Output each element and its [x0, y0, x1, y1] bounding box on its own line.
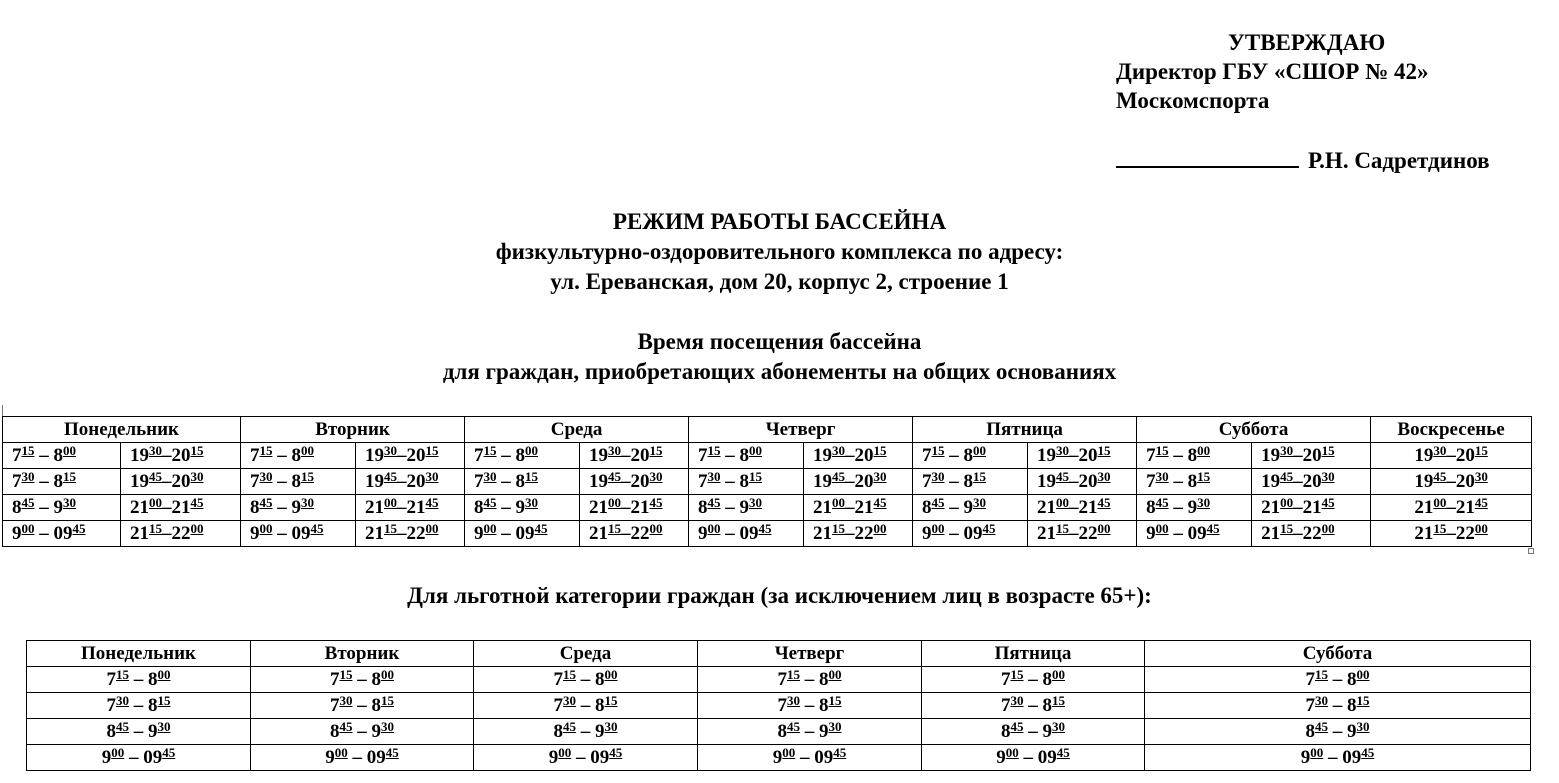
signature-row — [1116, 146, 1536, 175]
time-slot: $19^{30}-20^{15}$ — [356, 443, 465, 469]
time-slot: $7^{30} - 8^{15}$ — [1137, 469, 1252, 495]
table-header-row — [3, 417, 1532, 443]
time-slot: $8^{45} - 9^{30}$ — [698, 719, 922, 745]
time-slot: $9^{00} - 09^{45}$ — [474, 745, 698, 771]
time-slot: $7^{30} - 8^{15}$ — [465, 469, 580, 495]
table-resize-handle — [1528, 548, 1534, 554]
time-slot: $21^{15}-22^{00}$ — [356, 521, 465, 547]
general-schedule-table — [2, 416, 1532, 547]
time-slot: $8^{45} - 9^{30}$ — [3, 495, 121, 521]
preferential-schedule-table — [26, 640, 1531, 771]
section1-subtitle: для граждан, приобретающих абонементы на общих основаниях — [442, 359, 1117, 384]
time-slot: $8^{45} - 9^{30}$ — [689, 495, 804, 521]
time-slot: $7^{15} - 8^{00}$ — [698, 667, 922, 693]
time-slot: $7^{30} - 8^{15}$ — [689, 469, 804, 495]
time-slot: $19^{45}-20^{30}$ — [356, 469, 465, 495]
table-row — [27, 693, 1531, 719]
day-header: Суббота — [1145, 641, 1531, 667]
time-slot: $21^{15}-22^{00}$ — [1371, 521, 1532, 547]
time-slot: $21^{15}-22^{00}$ — [580, 521, 689, 547]
time-slot: $8^{45} - 9^{30}$ — [251, 719, 474, 745]
time-slot: $19^{45}-20^{30}$ — [1371, 469, 1532, 495]
day-header: Среда — [465, 417, 689, 443]
approval-position: Директор ГБУ «СШОР № 42» — [1116, 59, 1429, 84]
time-slot: $7^{15} - 8^{00}$ — [913, 443, 1028, 469]
table-row — [3, 521, 1532, 547]
time-slot: $9^{00} - 09^{45}$ — [1145, 745, 1531, 771]
document-subtitle: физкультурно-оздоровительного комплекса по адресу: — [495, 239, 1064, 264]
signer-name: Р.Н. Садретдинов — [1308, 148, 1490, 173]
time-slot: $7^{15} - 8^{00}$ — [474, 667, 698, 693]
table-row — [3, 469, 1532, 495]
day-header: Четверг — [698, 641, 922, 667]
time-slot: $8^{45} - 9^{30}$ — [474, 719, 698, 745]
section1-heading — [0, 327, 1559, 387]
day-header: Понедельник — [3, 417, 241, 443]
day-header: Четверг — [689, 417, 913, 443]
day-header: Суббота — [1137, 417, 1371, 443]
day-header: Среда — [474, 641, 698, 667]
time-slot: $19^{45}-20^{30}$ — [804, 469, 913, 495]
time-slot: $19^{30}-20^{15}$ — [804, 443, 913, 469]
table-marker — [2, 405, 3, 416]
time-slot: $21^{00}-21^{45}$ — [1028, 495, 1137, 521]
time-slot: $19^{30}-20^{15}$ — [1371, 443, 1532, 469]
time-slot: $8^{45} - 9^{30}$ — [1145, 719, 1531, 745]
day-header: Вторник — [251, 641, 474, 667]
table-row — [27, 745, 1531, 771]
time-slot: $9^{00} - 09^{45}$ — [922, 745, 1145, 771]
day-header: Воскресенье — [1371, 417, 1532, 443]
time-slot: $7^{15} - 8^{00}$ — [3, 443, 121, 469]
document-address: ул. Ереванская, дом 20, корпус 2, строение 1 — [550, 269, 1009, 294]
time-slot: $21^{00}-21^{45}$ — [804, 495, 913, 521]
time-slot: $21^{00}-21^{45}$ — [580, 495, 689, 521]
time-slot: $19^{30}-20^{15}$ — [1028, 443, 1137, 469]
time-slot: $9^{00} - 09^{45}$ — [241, 521, 356, 547]
section2-title: Для льготной категории граждан (за исключением лиц в возрасте 65+): — [407, 583, 1152, 608]
approval-stamp: УТВЕРЖДАЮ — [1228, 30, 1386, 55]
day-header: Пятница — [913, 417, 1137, 443]
day-header: Вторник — [241, 417, 465, 443]
time-slot: $9^{00} - 09^{45}$ — [465, 521, 580, 547]
table-row — [3, 443, 1532, 469]
time-slot: $19^{45}-20^{30}$ — [580, 469, 689, 495]
time-slot: $9^{00} - 09^{45}$ — [1137, 521, 1252, 547]
time-slot: $7^{15} - 8^{00}$ — [1145, 667, 1531, 693]
day-header: Понедельник — [27, 641, 251, 667]
time-slot: $7^{30} - 8^{15}$ — [3, 469, 121, 495]
time-slot: $7^{15} - 8^{00}$ — [689, 443, 804, 469]
time-slot: $19^{30}-20^{15}$ — [1252, 443, 1371, 469]
table-row — [27, 667, 1531, 693]
table-row — [3, 495, 1532, 521]
time-slot: $8^{45} - 9^{30}$ — [27, 719, 251, 745]
time-slot: $9^{00} - 09^{45}$ — [689, 521, 804, 547]
time-slot: $9^{00} - 09^{45}$ — [27, 745, 251, 771]
time-slot: $19^{45}-20^{30}$ — [1028, 469, 1137, 495]
time-slot: $7^{30} - 8^{15}$ — [241, 469, 356, 495]
time-slot: $19^{45}-20^{30}$ — [121, 469, 241, 495]
approval-block — [1116, 28, 1536, 175]
time-slot: $21^{00}-21^{45}$ — [1252, 495, 1371, 521]
time-slot: $21^{00}-21^{45}$ — [121, 495, 241, 521]
time-slot: $7^{15} - 8^{00}$ — [241, 443, 356, 469]
time-slot: $21^{00}-21^{45}$ — [1371, 495, 1532, 521]
time-slot: $8^{45} - 9^{30}$ — [922, 719, 1145, 745]
approval-organization: Москомспорта — [1116, 88, 1270, 113]
time-slot: $7^{30} - 8^{15}$ — [1145, 693, 1531, 719]
time-slot: $9^{00} - 09^{45}$ — [913, 521, 1028, 547]
time-slot: $7^{15} - 8^{00}$ — [465, 443, 580, 469]
time-slot: $8^{45} - 9^{30}$ — [1137, 495, 1252, 521]
time-slot: $7^{15} - 8^{00}$ — [251, 667, 474, 693]
time-slot: $21^{15}-22^{00}$ — [1028, 521, 1137, 547]
time-slot: $7^{30} - 8^{15}$ — [251, 693, 474, 719]
time-slot: $7^{15} - 8^{00}$ — [1137, 443, 1252, 469]
time-slot: $9^{00} - 09^{45}$ — [698, 745, 922, 771]
time-slot: $8^{45} - 9^{30}$ — [913, 495, 1028, 521]
time-slot: $21^{15}-22^{00}$ — [804, 521, 913, 547]
table-header-row — [27, 641, 1531, 667]
signature-line — [1116, 146, 1299, 168]
time-slot: $8^{45} - 9^{30}$ — [241, 495, 356, 521]
document-heading — [0, 207, 1559, 297]
time-slot: $9^{00} - 09^{45}$ — [3, 521, 121, 547]
day-header: Пятница — [922, 641, 1145, 667]
time-slot: $7^{30} - 8^{15}$ — [27, 693, 251, 719]
time-slot: $19^{45}-20^{30}$ — [1252, 469, 1371, 495]
time-slot: $7^{30} - 8^{15}$ — [922, 693, 1145, 719]
time-slot: $7^{15} - 8^{00}$ — [922, 667, 1145, 693]
table-row — [27, 719, 1531, 745]
time-slot: $21^{15}-22^{00}$ — [1252, 521, 1371, 547]
time-slot: $7^{30} - 8^{15}$ — [698, 693, 922, 719]
time-slot: $19^{30}-20^{15}$ — [580, 443, 689, 469]
time-slot: $21^{15}-22^{00}$ — [121, 521, 241, 547]
time-slot: $9^{00} - 09^{45}$ — [251, 745, 474, 771]
time-slot: $7^{15} - 8^{00}$ — [27, 667, 251, 693]
time-slot: $7^{30} - 8^{15}$ — [474, 693, 698, 719]
document-title: РЕЖИМ РАБОТЫ БАССЕЙНА — [612, 209, 947, 234]
time-slot: $21^{00}-21^{45}$ — [356, 495, 465, 521]
section1-title: Время посещения бассейна — [637, 329, 922, 354]
time-slot: $19^{30}-20^{15}$ — [121, 443, 241, 469]
time-slot: $7^{30} - 8^{15}$ — [913, 469, 1028, 495]
time-slot: $8^{45} - 9^{30}$ — [465, 495, 580, 521]
